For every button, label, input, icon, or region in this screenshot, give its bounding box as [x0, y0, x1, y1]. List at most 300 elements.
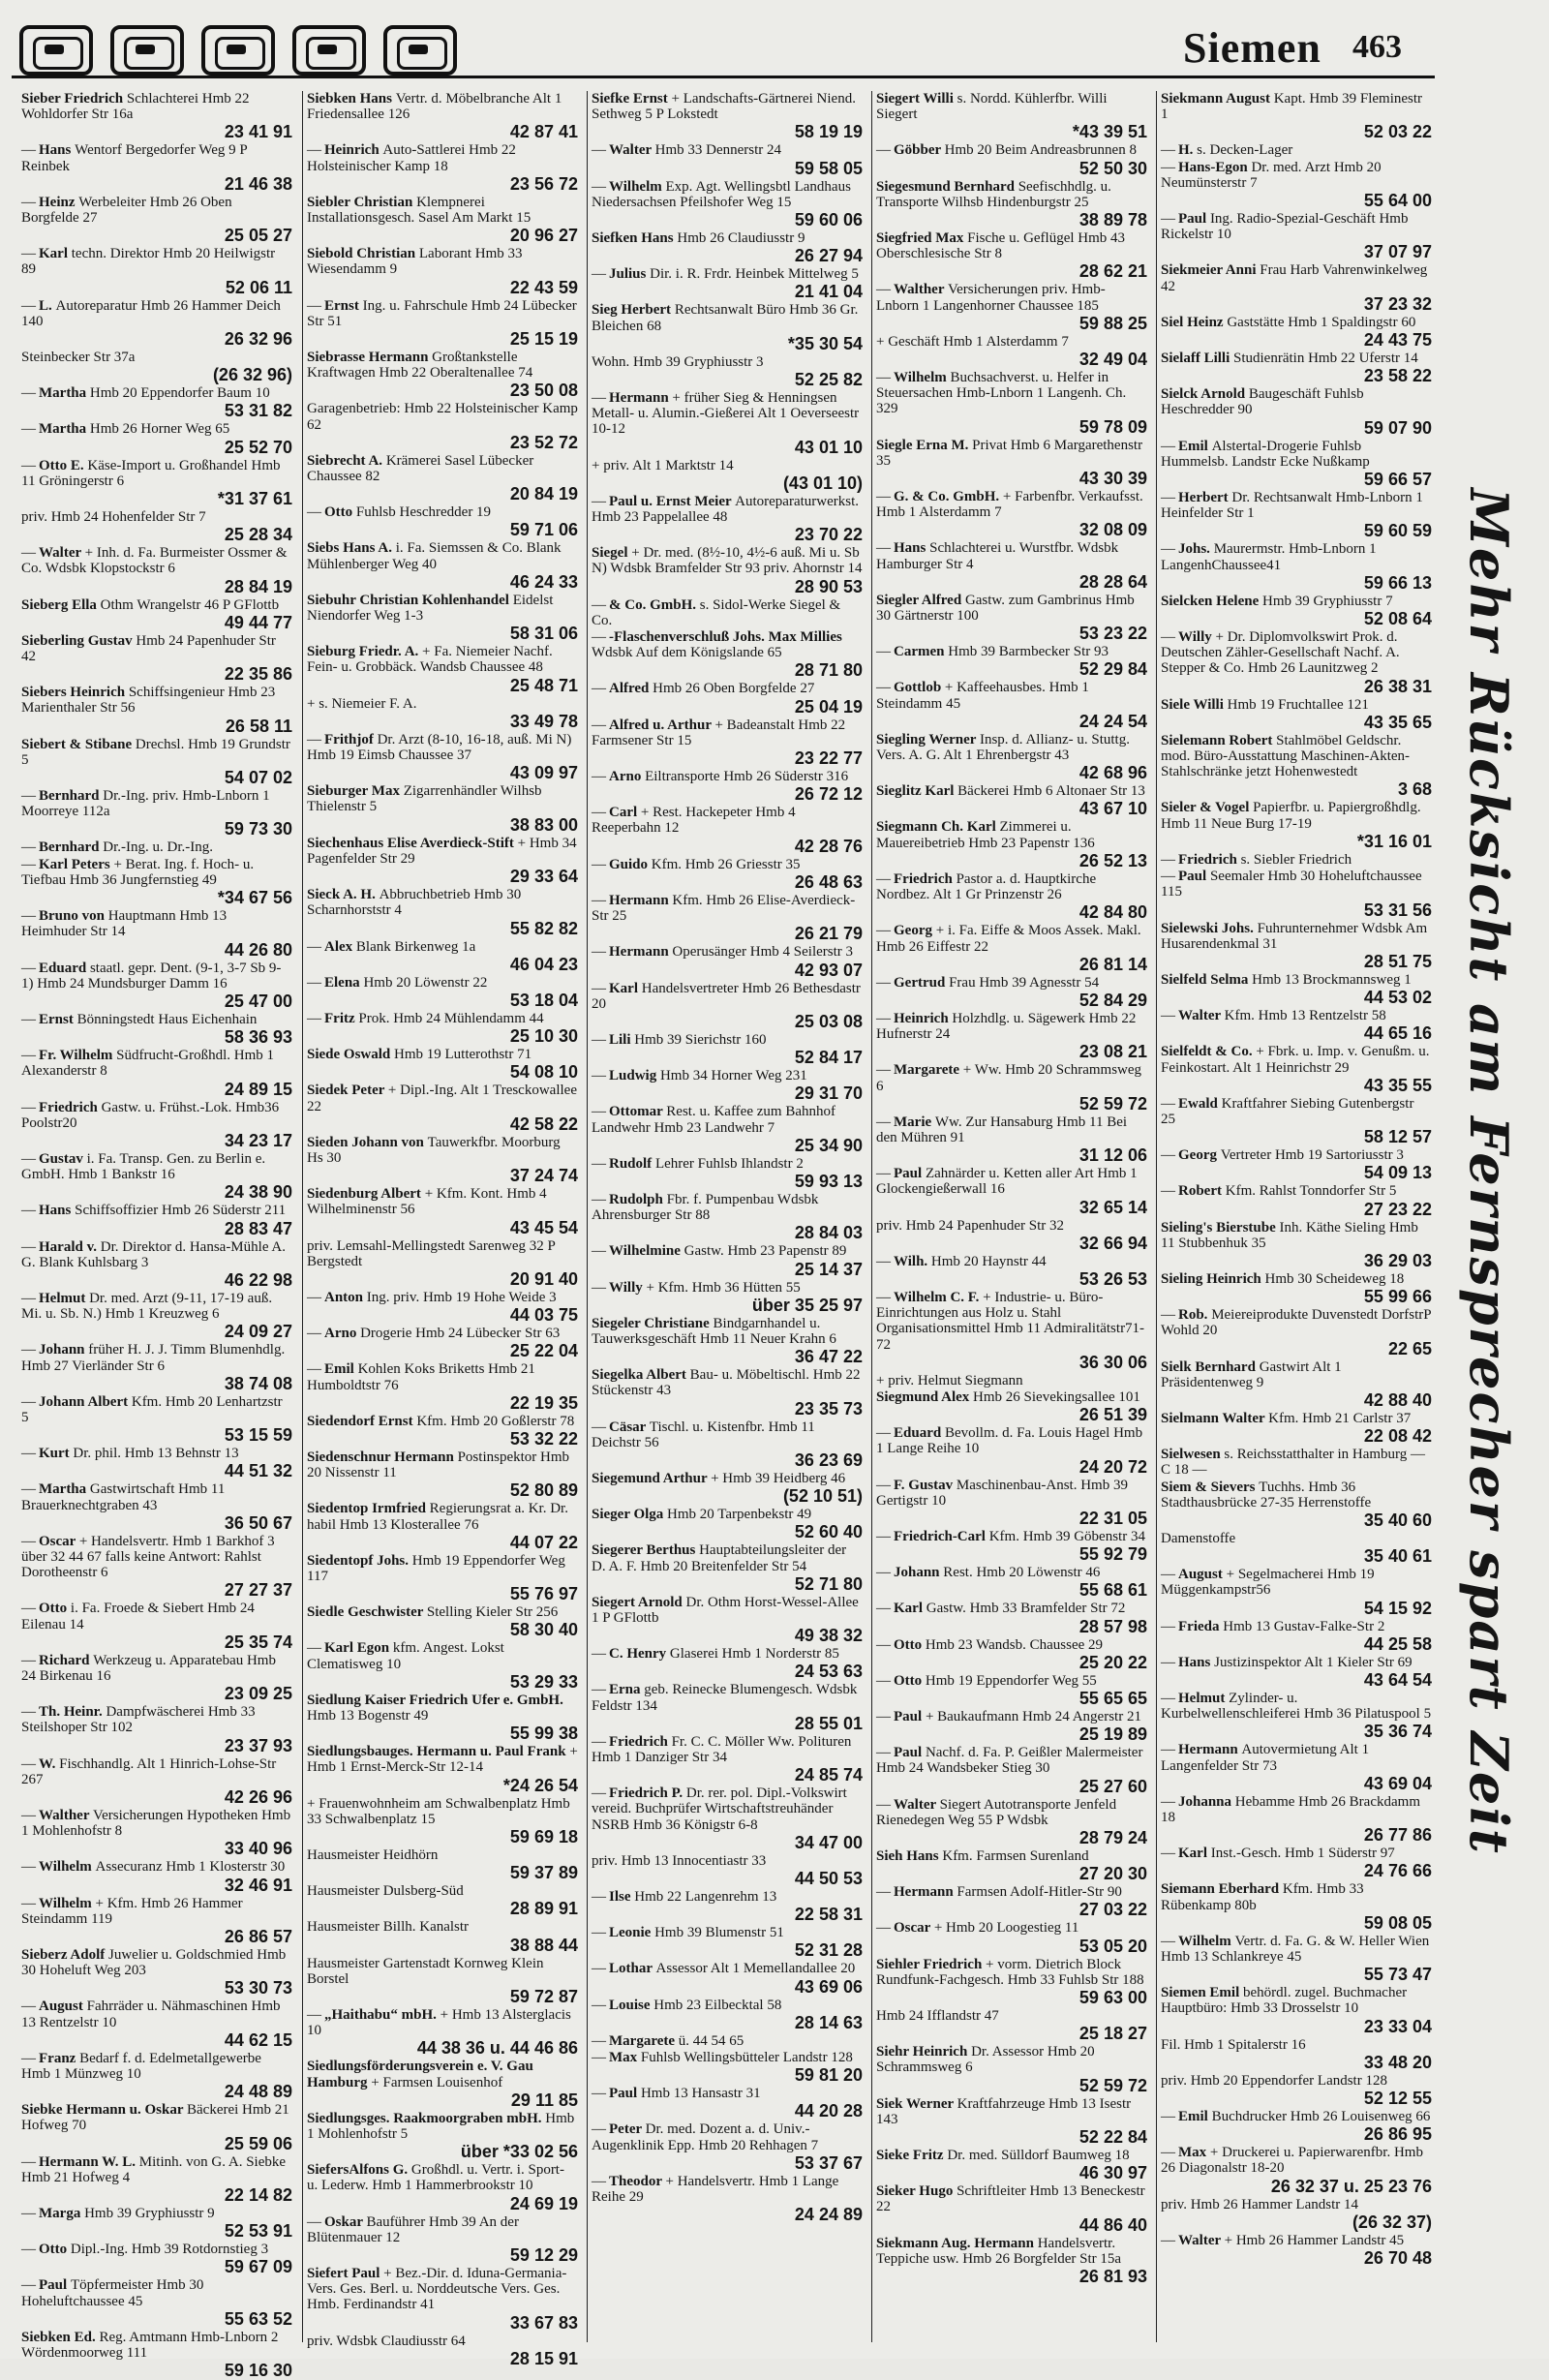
entry-phone-number: 21 46 38 — [224, 173, 292, 194]
entry-phone-number: 21 41 04 — [794, 282, 863, 302]
directory-entry — [17, 839, 296, 855]
entry-name: Gottlob — [894, 680, 945, 696]
directory-entry — [17, 1394, 296, 1445]
entry-phone-number: 44 51 32 — [224, 1461, 292, 1481]
entry-phone-number: 53 31 56 — [1363, 900, 1432, 920]
entry-description: geb. Reinecke Blumengesch. Wdsbk Feldstr 134 — [592, 1682, 858, 1714]
entry-phone-number: 23 37 93 — [224, 1735, 292, 1755]
entry-phone-number: 23 33 04 — [1363, 2016, 1432, 2036]
directory-entry — [303, 1135, 582, 1185]
entry-description: Operusänger Hmb 4 Seilerstr 3 — [672, 944, 854, 961]
entry-name: Siegle Erna M. — [876, 437, 973, 453]
entry-description: Mitinh. von G. A. Siebke Hmb 21 Hofweg 4 — [21, 2153, 287, 2185]
directory-entry — [872, 975, 1151, 1010]
entry-phone-number: 43 45 54 — [509, 1217, 578, 1237]
directory-entry — [303, 1449, 582, 1500]
entry-dash: — — [21, 1099, 36, 1115]
entry-dash: — — [876, 1708, 891, 1724]
entry-phone-number: 25 27 60 — [1078, 1776, 1147, 1796]
entry-dash: — — [592, 629, 606, 646]
directory-entry — [588, 91, 866, 141]
entry-phone-number: 46 24 33 — [509, 571, 578, 592]
entry-description: Fischhandlg. Alt 1 Hinrich-Lohse-Str 267 — [21, 1755, 277, 1787]
entry-name: Gustav — [39, 1150, 87, 1167]
entry-phone-number: 52 31 28 — [794, 1940, 863, 1961]
directory-entry — [1157, 2037, 1436, 2072]
entry-phone-number: 28 84 03 — [794, 1223, 863, 1243]
entry-name: Siebke Hermann u. Oskar — [21, 2102, 187, 2119]
entry-description: Bedarf f. d. Edelmetallgewerbe Hmb 1 Münzweg 10 — [21, 2050, 261, 2083]
entry-phone-number: 38 89 78 — [1078, 210, 1147, 230]
directory-entry — [1157, 1447, 1436, 1478]
entry-phone-number: 24 89 15 — [224, 1079, 292, 1099]
entry-description: Kfm. Rahlst Tonndorfer Str 5 — [1225, 1183, 1397, 1200]
entry-description: Käse-Import u. Großhandel Hmb 11 Gröningerstr 6 — [21, 457, 281, 489]
directory-entry — [1157, 594, 1436, 628]
entry-dash: — — [876, 1884, 891, 1901]
entry-dash: — — [21, 421, 36, 438]
entry-name: Siedlungsges. Raakmoorgraben mbH. — [307, 2110, 546, 2126]
entry-dash: — — [307, 1289, 321, 1305]
entry-name: Paul — [39, 2277, 71, 2294]
entry-dash: — — [1161, 2109, 1175, 2125]
entry-dash: — — [1161, 629, 1175, 646]
entry-phone-number: 59 66 57 — [1363, 470, 1432, 490]
directory-entry — [588, 545, 866, 595]
entry-dash: — — [876, 1114, 891, 1130]
entry-phone-number: 34 47 00 — [794, 1832, 863, 1852]
entry-name: Sieberg Ella — [21, 596, 101, 613]
entry-phone-number: 24 69 19 — [509, 2193, 578, 2213]
directory-entry — [1157, 541, 1436, 592]
entry-phone-number: 44 07 22 — [509, 1532, 578, 1552]
entry-name: Sielwesen — [1161, 1447, 1225, 1463]
entry-phone-number: 36 47 22 — [794, 1347, 863, 1367]
entry-description: Fahrräder u. Nähmaschinen Hmb 13 Rentzelstr 10 — [21, 1999, 281, 2030]
directory-entry — [303, 1847, 582, 1882]
entry-dash: — — [21, 2242, 36, 2258]
entry-description: Hmb 1 Mohlenhofstr 5 — [307, 2110, 575, 2143]
directory-entry — [303, 1744, 582, 1794]
entry-phone-number: 58 31 06 — [509, 624, 578, 644]
entry-description: + Fa. Niemeier Nachf. Fein- u. Grobbäck. Wandsb Chaussee 48 — [307, 644, 553, 676]
entry-name: Otto — [894, 1672, 926, 1689]
entry-description: Dir. i. R. Frdr. Heinbek Mittelweg 5 — [650, 266, 859, 283]
directory-entry — [872, 1478, 1151, 1528]
entry-description: Drechsl. Hmb 19 Grundstr 5 — [21, 736, 290, 768]
entry-phone-number: 26 70 48 — [1363, 2248, 1432, 2269]
directory-entry — [17, 1151, 296, 1202]
entry-dash: — — [592, 1279, 606, 1296]
entry-description: + s. Niemeier F. A. — [307, 695, 417, 712]
entry-name: Siebs Hans A. — [307, 540, 396, 557]
entry-dash: — — [1161, 1008, 1175, 1024]
entry-name: Siebers Heinrich — [21, 685, 129, 701]
entry-phone-number: 43 69 06 — [794, 1976, 863, 1997]
entry-description: Bäckerei Hmb 21 Hofweg 70 — [21, 2102, 289, 2134]
entry-description: Holzhdlg. u. Sägewerk Hmb 22 Hufnerstr 24 — [876, 1010, 1137, 1043]
entry-name: Willy — [609, 1279, 647, 1296]
entry-name: Karl — [1178, 1846, 1211, 1862]
directory-entry — [303, 836, 582, 886]
entry-dash: — — [592, 493, 606, 509]
entry-phone-number: 27 23 22 — [1363, 1199, 1432, 1219]
entry-description: Gastw. u. Frühst.-Lok. Hmb36 Poolstr20 — [21, 1099, 280, 1131]
entry-description: Exp. Agt. Wellingsbtl Landhaus Niedersachsen Pfeilshofer Weg 15 — [592, 178, 851, 210]
entry-phone-number: 25 14 37 — [794, 1259, 863, 1279]
entry-description: Hmb 30 Scheideweg 18 — [1264, 1270, 1405, 1287]
entry-dash: — — [592, 2121, 606, 2138]
entry-dash: — — [21, 839, 36, 856]
directory-entry — [872, 819, 1151, 870]
directory-entry — [872, 179, 1151, 229]
entry-description: + Farbenfbr. Verkaufsst. Hmb 1 Alsterdamm 7 — [876, 489, 1143, 521]
directory-entry — [17, 685, 296, 735]
directory-entry — [872, 1709, 1151, 1744]
entry-phone-number: 23 41 91 — [224, 122, 292, 142]
entry-description: Hmb 20 Beim Andreasbrunnen 8 — [944, 142, 1137, 159]
entry-name: Carmen — [894, 644, 949, 660]
entry-description: Dr.-Ing. u. Dr.-Ing. — [103, 839, 213, 856]
directory-entry — [1157, 1567, 1436, 1617]
entry-phone-number: 28 83 47 — [224, 1218, 292, 1238]
entry-name: Sielck Arnold — [1161, 386, 1249, 403]
entry-name: Göbber — [894, 142, 945, 159]
entry-name: Siebuhr Christian Kohlenhandel — [307, 592, 513, 608]
entry-phone-number: 49 44 77 — [224, 612, 292, 632]
entry-description: Hausmeister Billh. Kanalstr — [307, 1919, 470, 1936]
entry-description: Abbruchbetrieb Hmb 30 Scharnhorststr 4 — [307, 887, 522, 919]
entry-dash: — — [1161, 1147, 1175, 1164]
directory-entry — [872, 1797, 1151, 1847]
directory-entry — [1157, 1271, 1436, 1306]
entry-phone-number: 59 72 87 — [509, 1987, 578, 2007]
entry-name: Johs. — [1178, 541, 1214, 558]
entry-name: Walter — [1178, 2232, 1225, 2248]
entry-dash: — — [592, 1031, 606, 1048]
directory-entry — [1157, 1044, 1436, 1094]
entry-dash: — — [592, 681, 606, 697]
entry-description: Krämerei Sasel Lübecker Chaussee 82 — [307, 452, 534, 485]
entry-description: + Fbrk. u. Imp. v. Genußm. u. Feinkostart. Alt 1 Heinrichstr 29 — [1161, 1044, 1430, 1076]
entry-description: Dr. Direktor d. Hansa-Mühle A. G. Blank Kuhlsbarg 3 — [21, 1238, 286, 1270]
directory-entry — [588, 1853, 866, 1888]
entry-description: Südfrucht-Großhdl. Hmb 1 Alexanderstr 8 — [21, 1048, 275, 1080]
entry-name: Ernst — [39, 1011, 77, 1027]
entry-phone-number: 25 20 22 — [1078, 1652, 1147, 1672]
entry-phone-number: 53 37 67 — [794, 2152, 863, 2173]
entry-phone-number: 25 52 70 — [224, 437, 292, 457]
entry-dash: — — [876, 974, 891, 991]
entry-dash: — — [592, 1243, 606, 1260]
entry-name: Martha — [39, 1481, 90, 1498]
entry-name: Siechenhaus Elise Averdieck-Stift — [307, 835, 518, 851]
directory-entry — [1157, 1742, 1436, 1792]
entry-name: Friedrich — [609, 1733, 672, 1750]
entry-name: Elena — [324, 974, 364, 991]
directory-entry — [588, 857, 866, 892]
entry-description: Schriftleiter Hmb 13 Beneckestr 22 — [876, 2183, 1145, 2215]
directory-entry — [303, 2007, 582, 2058]
directory-entry — [303, 1326, 582, 1360]
entry-phone-number: 55 73 47 — [1363, 1965, 1432, 1985]
entry-dash: — — [1161, 1933, 1175, 1949]
entry-name: Sielaff Lilli — [1161, 351, 1233, 367]
entry-phone-number: 42 93 07 — [794, 960, 863, 980]
entry-description: Insp. d. Allianz- u. Stuttg. Vers. A. G. Alt 1 Ehrenbergstr 43 — [876, 731, 1130, 764]
directory-entry — [872, 1166, 1151, 1216]
directory-entry — [1157, 1220, 1436, 1270]
entry-phone-number: 23 50 08 — [509, 381, 578, 401]
entry-phone-number: 59 66 13 — [1363, 572, 1432, 593]
entry-phone-number: 26 86 95 — [1363, 2124, 1432, 2145]
directory-entry — [588, 266, 866, 301]
entry-name: Walter — [894, 1796, 940, 1813]
directory-entry — [588, 1068, 866, 1103]
entry-name: Siebold Christian — [307, 246, 419, 262]
entry-description: Großhdl. u. Vertr. i. Sport- u. Lederw. Hmb 1 Hammerbrookstr 10 — [307, 2162, 564, 2194]
entry-name: Heinrich — [324, 142, 383, 159]
entry-description: Reg. Amtmann Hmb-Lnborn 2 Wördenmoorweg 111 — [21, 2329, 279, 2362]
entry-phone-number: 24 20 72 — [1078, 1456, 1147, 1477]
entry-dash: — — [1161, 490, 1175, 506]
entry-phone-number: (26 32 96) — [212, 365, 292, 385]
entry-dash: — — [21, 1203, 36, 1219]
entry-phone-number: 43 09 97 — [509, 763, 578, 783]
entry-dash: — — [592, 1419, 606, 1435]
directory-entry — [872, 1601, 1151, 1635]
entry-phone-number: (52 10 51) — [782, 1486, 863, 1507]
entry-dash: — — [592, 1104, 606, 1120]
entry-description: Kfm. Hmb 39 Göbenstr 34 — [988, 1528, 1145, 1544]
entry-description: Hmb 20 Tarpenbekstr 49 — [667, 1507, 812, 1523]
entry-name: Hans — [1178, 1654, 1215, 1670]
entry-description: Fuhrunternehmer Wdsbk Am Husarendenkmal 31 — [1161, 920, 1428, 952]
entry-dash: — — [307, 731, 321, 748]
entry-name: Sieber Friedrich — [21, 91, 127, 107]
directory-entry — [1157, 2145, 1436, 2195]
entry-name: Sieker Hugo — [876, 2183, 957, 2200]
entry-phone-number: 59 12 29 — [509, 2245, 578, 2266]
directory-entry — [17, 421, 296, 456]
entry-name: Richard — [39, 1652, 94, 1668]
entry-description: s. Nordd. Kühlerfbr. Willi Siegert — [876, 91, 1108, 123]
entry-name: Heinz — [39, 194, 79, 210]
entry-name: Georg — [1178, 1147, 1221, 1164]
directory-entry — [872, 1637, 1151, 1672]
entry-name: Karl Egon — [324, 1640, 393, 1657]
entry-description: Buchsachverst. u. Helfer in Steuersachen Hmb-Lnborn 1 Langenh. Ch. 329 — [876, 370, 1127, 417]
entry-name: Siebken Hans — [307, 91, 396, 107]
entry-phone-number: 25 03 08 — [794, 1011, 863, 1031]
entry-phone-number: 28 62 21 — [1078, 261, 1147, 282]
entry-phone-number: 55 68 61 — [1078, 1580, 1147, 1601]
entry-name: Fritz — [324, 1010, 359, 1026]
directory-entry — [17, 246, 296, 296]
directory-entry — [17, 737, 296, 787]
entry-phone-number: 33 67 83 — [509, 2312, 578, 2333]
directory-entry — [872, 1920, 1151, 1955]
entry-name: Sieger Olga — [592, 1507, 668, 1523]
entry-description: Hmb 19 Eppendorfer Weg 117 — [307, 1552, 565, 1584]
directory-entry — [872, 2096, 1151, 2147]
directory-entry — [588, 1192, 866, 1242]
entry-description: behördl. zugel. Buchmacher Hauptbüro: Hmb 33 Drosselstr 10 — [1161, 1985, 1408, 2017]
entry-name: Martha — [39, 385, 90, 402]
entry-description: Vertr. d. Möbelbranche Alt 1 Friedensallee 126 — [307, 91, 562, 123]
directory-entry — [17, 350, 296, 384]
entry-description: Hmb 26 Oben Borgfelde 27 — [653, 681, 815, 697]
entry-phone-number: 25 19 89 — [1078, 1724, 1147, 1745]
entry-phone-number: 23 35 73 — [794, 1398, 863, 1419]
entry-description: Hmb 39 Blumenstr 51 — [654, 1925, 784, 1941]
directory-entry — [303, 1238, 582, 1289]
entry-name: Leonie — [609, 1925, 655, 1941]
entry-description: Inh. Käthe Sieling Hmb 11 Stubbenhuk 35 — [1161, 1219, 1418, 1251]
entry-name: Siegling Werner — [876, 731, 980, 748]
directory-entry — [588, 1682, 866, 1732]
entry-description: + Hmb 13 Alsterglacis 10 — [307, 2007, 571, 2039]
directory-entry — [17, 1203, 296, 1237]
directory-entry — [17, 2277, 296, 2328]
entry-dash: — — [21, 1446, 36, 1462]
entry-name: Robert — [1178, 1183, 1226, 1200]
directory-entry — [872, 1011, 1151, 1061]
entry-phone-number: 42 87 41 — [509, 122, 578, 142]
directory-entry — [588, 1156, 866, 1191]
entry-dash: — — [21, 142, 36, 159]
entry-name: Wilhelmine — [609, 1243, 684, 1260]
entry-description: + Industrie- u. Büro-Einrichtungen aus Holz u. Stahl Organisationsmittel Hmb 11 Admiralitätstr71-72 — [876, 1289, 1145, 1353]
directory-entry — [588, 944, 866, 979]
entry-description: Schlachterei Hmb 22 Wohldorfer Str 16a — [21, 91, 250, 123]
entry-phone-number: 59 73 30 — [224, 819, 292, 839]
entry-description: Wohn. Hmb 39 Gryphiusstr 3 — [592, 353, 764, 370]
entry-dash: — — [876, 1477, 891, 1493]
entry-name: August — [1178, 1567, 1227, 1583]
entry-phone-number: 52 50 30 — [1078, 158, 1147, 178]
directory-entry — [588, 2050, 866, 2085]
entry-phone-number: 59 08 05 — [1363, 1912, 1432, 1933]
entry-phone-number: 44 50 53 — [794, 1869, 863, 1888]
entry-phone-number: 44 26 80 — [224, 939, 292, 960]
entry-description: Hmb 26 Horner Weg 65 — [89, 421, 230, 438]
directory-entry — [303, 1693, 582, 1743]
entry-name: Sieburger Max — [307, 783, 404, 800]
entry-phone-number: 54 08 10 — [509, 1062, 578, 1083]
entry-phone-number: 53 29 33 — [509, 1671, 578, 1692]
entry-name: Karl — [609, 980, 642, 996]
entry-description: + Landschafts-Gärtnerei Niend. Sethweg 5 P Lokstedt — [592, 91, 856, 123]
directory-entry — [588, 893, 866, 943]
entry-dash: — — [21, 1393, 36, 1410]
entry-description: + Segelmacherei Hmb 19 Müggenkampstr56 — [1161, 1567, 1375, 1599]
entry-description: Hmb 20 Haynstr 44 — [930, 1253, 1047, 1269]
directory-entry — [17, 2051, 296, 2101]
entry-description: Prok. Hmb 24 Mühlendamm 44 — [358, 1010, 544, 1026]
entry-dash: — — [1161, 159, 1175, 175]
entry-phone-number: 53 32 22 — [509, 1428, 578, 1449]
entry-phone-number: 54 09 13 — [1363, 1163, 1432, 1183]
entry-description: Kfm. Hmb 13 Rentzelstr 58 — [1224, 1008, 1386, 1024]
entry-phone-number: 22 65 — [1387, 1338, 1432, 1358]
entry-description: Rechtsanwalt Büro Hmb 36 Gr. Bleichen 68 — [592, 302, 859, 334]
directory-entry — [17, 1012, 296, 1047]
directory-entry — [872, 871, 1151, 922]
entry-description: Zigarrenhändler Wilhsb Thielenstr 5 — [307, 783, 542, 815]
entry-phone-number: 36 23 69 — [794, 1449, 863, 1470]
entry-phone-number: 43 30 39 — [1078, 469, 1147, 489]
entry-dash: — — [1161, 1846, 1175, 1862]
entry-dash: — — [307, 2007, 321, 2024]
entry-phone-number: 28 57 98 — [1078, 1616, 1147, 1636]
header-rule — [12, 76, 1435, 78]
directory-entry — [1157, 2109, 1436, 2144]
column-5 — [1156, 91, 1436, 2342]
entry-phone-number: 26 38 31 — [1363, 676, 1432, 696]
entry-phone-number: 55 63 52 — [224, 2308, 292, 2329]
entry-name: Otto — [39, 1601, 71, 1617]
entry-name: Wilhelm — [39, 1859, 96, 1876]
entry-name: Sieglitz Karl — [876, 783, 958, 800]
entry-description: Hmb 33 Dennerstr 24 — [654, 142, 782, 159]
entry-name: Siefke Ernst — [592, 91, 672, 107]
entry-description: + Kaffeehausbes. Hmb 1 Steindamm 45 — [876, 680, 1089, 712]
entry-description: Zahnärder u. Ketten aller Art Hmb 1 Glockengießerwall 16 — [876, 1166, 1138, 1198]
entry-name: Oscar — [894, 1920, 934, 1937]
directory-entry — [872, 2236, 1151, 2286]
entry-dash: — — [592, 1785, 606, 1802]
entry-phone-number: 58 12 57 — [1363, 1127, 1432, 1147]
entry-phone-number: 22 43 59 — [509, 277, 578, 297]
directory-entry — [588, 1367, 866, 1418]
entry-phone-number: 36 50 67 — [224, 1512, 292, 1533]
entry-name: Wilh. — [894, 1253, 931, 1269]
entry-name: G. & Co. GmbH. — [894, 489, 1003, 505]
directory-entry — [588, 1734, 866, 1785]
entry-name: Wilhelm — [894, 370, 951, 386]
entry-dash: — — [1161, 211, 1175, 228]
entry-description: Hauptabteilungsleiter der D. A. F. Hmb 20 Breitenfelder Str 54 — [592, 1542, 847, 1574]
entry-name: Guido — [609, 856, 652, 872]
entry-description: + Baukaufmann Hmb 24 Angerstr 21 — [925, 1708, 1141, 1724]
entry-phone-number: 24 24 54 — [1078, 711, 1147, 731]
entry-phone-number: 24 53 63 — [794, 1662, 863, 1682]
entry-name: Siebrasse Hermann — [307, 350, 433, 366]
directory-entry — [303, 540, 582, 591]
entry-description: Bevollm. d. Fa. Louis Hagel Hmb 1 Lange Reihe 10 — [876, 1425, 1143, 1457]
entry-name: Paul — [1178, 211, 1210, 228]
entry-name: Hermann — [1178, 1742, 1242, 1758]
entry-name: Frieda — [1178, 1618, 1224, 1634]
entry-phone-number: über *33 02 56 — [460, 2142, 578, 2162]
entry-description: Kfm. Farmsen Surenland — [942, 1848, 1089, 1864]
entry-name: Sieg Herbert — [592, 302, 675, 319]
entry-description: + früher Sieg & Henningsen Metall- u. Alumin.-Gießerei Alt 1 Oeverseestr 10-12 — [592, 390, 860, 438]
directory-entry — [303, 1553, 582, 1603]
entry-name: Sielewski Johs. — [1161, 920, 1258, 936]
entry-name: Otto — [39, 2242, 71, 2258]
entry-name: Wilhelm C. F. — [894, 1289, 984, 1305]
entry-description: Bönningstedt Haus Eichenhain — [76, 1011, 258, 1027]
entry-name: W. — [39, 1755, 60, 1772]
directory-entry — [1157, 1359, 1436, 1410]
entry-dash: — — [21, 457, 36, 473]
entry-description: + Hmb 1 Ernst-Merck-Str 12-14 — [307, 1744, 578, 1776]
entry-description: + Kfm. Hmb 36 Hütten 55 — [646, 1279, 801, 1296]
entry-phone-number: 24 38 90 — [224, 1182, 292, 1203]
entry-description: priv. Hmb 26 Hammer Landstr 14 — [1161, 2196, 1358, 2212]
